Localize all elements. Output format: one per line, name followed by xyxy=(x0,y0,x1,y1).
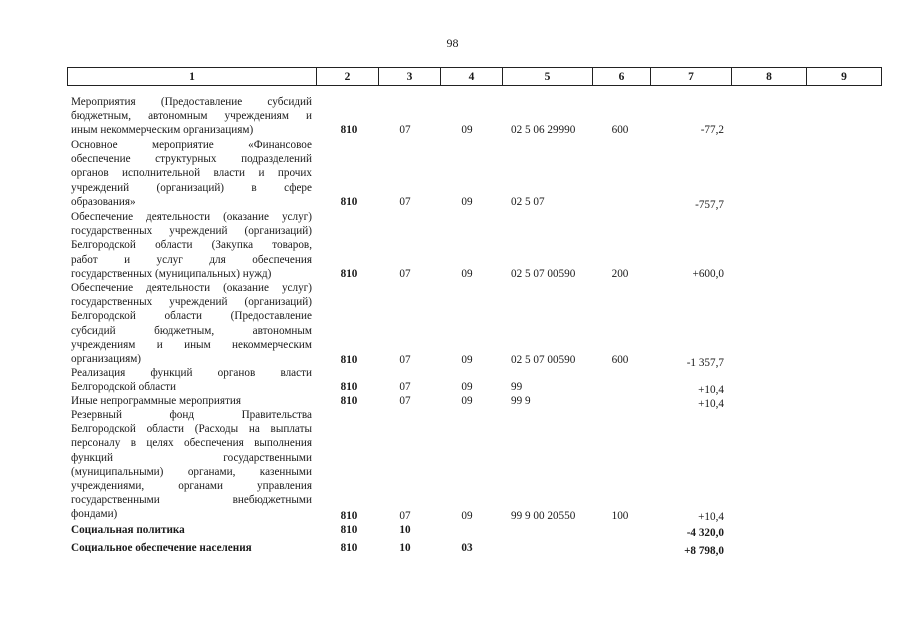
cell-amount: +10,4 xyxy=(698,511,724,523)
cell-target-article: 02 5 07 00590 xyxy=(511,268,576,280)
cell-subsection: 09 xyxy=(461,354,473,366)
cell-ministry: 810 xyxy=(340,524,358,536)
row-name-line: Обеспечение деятельности (оказание услуг) xyxy=(71,211,312,223)
row-name-line: персоналу в целях обеспечения выполнения xyxy=(71,437,312,450)
cell-section: 07 xyxy=(399,196,411,208)
cell-amount: +600,0 xyxy=(692,268,724,280)
row-name-line: Социальная политика xyxy=(71,524,185,536)
cell-ministry: 810 xyxy=(340,395,358,407)
cell-amount: +10,4 xyxy=(698,398,724,410)
row-name-line: Иные непрограммные мероприятия xyxy=(71,395,242,407)
row-name-line: Основное мероприятие «Финансовое xyxy=(71,139,312,151)
row-name-line: государственных учреждений (организаций) xyxy=(71,296,312,309)
row-name-line: органов исполнительной власти и прочих xyxy=(71,167,312,180)
cell-subsection: 09 xyxy=(461,124,473,136)
table-header xyxy=(67,67,882,86)
cell-amount: +10,4 xyxy=(698,384,724,396)
cell-expense-type: 100 xyxy=(611,510,629,522)
cell-subsection: 09 xyxy=(461,510,473,522)
header-col-4: 4 xyxy=(441,68,503,86)
row-name-line: государственными внебюджетными xyxy=(71,494,312,507)
row-name-line: Обеспечение деятельности (оказание услуг) xyxy=(71,282,312,294)
row-name-line: государственных учреждений (организаций) xyxy=(71,225,312,238)
cell-subsection: 09 xyxy=(461,196,473,208)
row-name xyxy=(71,138,312,209)
cell-ministry: 810 xyxy=(340,196,358,208)
row-name-line: учреждениям и иным некоммерческим xyxy=(71,338,312,351)
cell-section: 07 xyxy=(399,510,411,522)
cell-target-article: 99 9 00 20550 xyxy=(511,510,576,522)
cell-ministry: 810 xyxy=(340,542,358,554)
row-name xyxy=(71,210,312,281)
cell-subsection: 03 xyxy=(461,542,473,554)
cell-section: 07 xyxy=(399,354,411,366)
cell-amount: -4 320,0 xyxy=(686,527,724,539)
row-name xyxy=(71,281,312,366)
row-name-line: работ и услуг для обеспечения xyxy=(71,253,312,266)
cell-expense-type: 600 xyxy=(611,124,629,136)
cell-amount: -757,7 xyxy=(695,199,724,211)
row-name-line: обеспечение структурных подразделений xyxy=(71,153,312,166)
cell-amount: -77,2 xyxy=(700,124,724,136)
row-name-line: Резервный фонд Правительства xyxy=(71,409,312,421)
cell-section: 07 xyxy=(399,124,411,136)
row-name xyxy=(71,95,312,138)
cell-section: 07 xyxy=(399,381,411,393)
cell-target-article: 02 5 07 xyxy=(511,196,545,208)
row-name-line: Реализация функций органов власти xyxy=(71,367,312,379)
row-name-line: государственных (муниципальных) нужд) xyxy=(71,267,272,280)
row-name-line: образования» xyxy=(71,195,136,208)
header-col-5: 5 xyxy=(503,68,593,86)
cell-ministry: 810 xyxy=(340,354,358,366)
cell-amount: -1 357,7 xyxy=(686,357,724,369)
row-name-line: Мероприятия (Предоставление субсидий xyxy=(71,96,312,108)
cell-target-article: 99 xyxy=(511,381,523,393)
row-name xyxy=(71,366,312,394)
row-name xyxy=(71,523,312,537)
row-name-line: функций государственными xyxy=(71,451,312,464)
header-col-8: 8 xyxy=(732,68,807,86)
row-name-line: Белгородской области (Предоставление xyxy=(71,310,312,323)
row-name xyxy=(71,541,312,555)
row-name xyxy=(71,394,312,408)
row-name-line: организациям) xyxy=(71,353,142,366)
cell-ministry: 810 xyxy=(340,124,358,136)
row-name-line: бюджетным, автономным учреждениям и xyxy=(71,110,312,123)
cell-amount: +8 798,0 xyxy=(684,545,724,557)
cell-subsection: 09 xyxy=(461,268,473,280)
cell-expense-type: 200 xyxy=(611,268,629,280)
cell-section: 07 xyxy=(399,395,411,407)
header-col-7: 7 xyxy=(651,68,732,86)
cell-subsection: 09 xyxy=(461,381,473,393)
row-name-line: Белгородской области (Расходы на выплаты xyxy=(71,423,312,436)
cell-subsection: 09 xyxy=(461,395,473,407)
cell-target-article: 02 5 06 29990 xyxy=(511,124,576,136)
row-name-line: фондами) xyxy=(71,508,118,521)
cell-ministry: 810 xyxy=(340,268,358,280)
header-col-3: 3 xyxy=(379,68,441,86)
row-name-line: Социальное обеспечение населения xyxy=(71,542,252,554)
cell-ministry: 810 xyxy=(340,510,358,522)
header-col-1: 1 xyxy=(68,68,317,86)
row-name-line: Белгородской области xyxy=(71,381,177,394)
page-number: 98 xyxy=(446,36,459,50)
header-col-6: 6 xyxy=(593,68,651,86)
row-name-line: (муниципальными) органами, казенными xyxy=(71,465,312,478)
cell-expense-type: 600 xyxy=(611,354,629,366)
row-name-line: субсидий бюджетным, автономным xyxy=(71,324,312,337)
header-col-9: 9 xyxy=(807,68,882,86)
cell-section: 07 xyxy=(399,268,411,280)
row-name-line: Белгородской области (Закупка товаров, xyxy=(71,239,312,252)
cell-ministry: 810 xyxy=(340,381,358,393)
row-name-line: учреждениями, органами управления xyxy=(71,480,312,493)
row-name-line: учреждений (организаций) в сфере xyxy=(71,181,312,194)
cell-target-article: 02 5 07 00590 xyxy=(511,354,576,366)
row-name xyxy=(71,408,312,522)
header-col-2: 2 xyxy=(317,68,379,86)
cell-section: 10 xyxy=(399,542,411,554)
cell-target-article: 99 9 xyxy=(511,395,531,407)
cell-section: 10 xyxy=(399,524,411,536)
row-name-line: иным некоммерческим организациям) xyxy=(71,124,254,137)
